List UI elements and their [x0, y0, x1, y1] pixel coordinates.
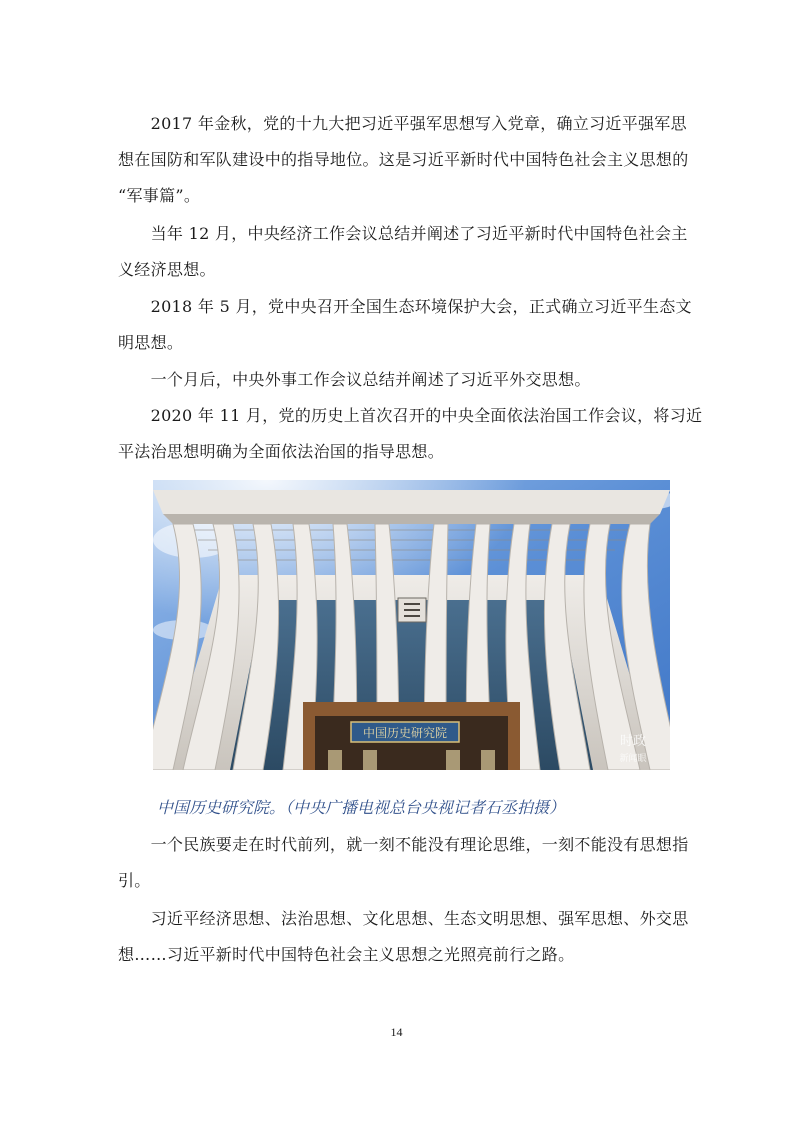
building-sign: 中国历史研究院 — [362, 726, 448, 740]
text-line: 想在国防和军队建设中的指导地位。这是习近平新时代中国特色社会主义思想的 — [118, 150, 689, 169]
text-line: “军事篇”。 — [118, 186, 201, 205]
paragraph-military-thought — [118, 106, 689, 214]
paragraph-rule-of-law-thought — [118, 398, 703, 470]
history-institute-image — [153, 480, 670, 770]
paragraph-economic-thought — [118, 216, 688, 288]
paragraph-guiding-light — [118, 901, 689, 973]
text-line: 习近平经济思想、法治思想、文化思想、生态文明思想、强军思想、外交思 — [118, 909, 689, 928]
text-line: 想……习近平新时代中国特色社会主义思想之光照亮前行之路。 — [118, 945, 575, 964]
text-line: 平法治思想明确为全面依法治国的指导思想。 — [118, 442, 445, 461]
text-line: 明思想。 — [118, 333, 184, 352]
text-line: 2017 年金秋，党的十九大把习近平强军思想写入党章，确立习近平强军思 — [118, 114, 687, 133]
paragraph-ecological-thought — [118, 289, 692, 361]
paragraph-diplomacy-thought — [118, 362, 674, 398]
text-line: 引。 — [118, 871, 151, 890]
text-line: 一个民族要走在时代前列，就一刻不能没有理论思维，一刻不能没有思想指 — [118, 835, 689, 854]
photo-caption: 中国历史研究院。（中央广播电视总台央视记者石丞拍摄） — [157, 798, 566, 817]
watermark-top: 时政 — [619, 734, 647, 749]
text-line: 2020 年 11 月，党的历史上首次召开的中央全面依法治国工作会议，将习近 — [118, 406, 703, 425]
text-line: 一个月后，中央外事工作会议总结并阐述了习近平外交思想。 — [118, 370, 591, 389]
paragraph-theoretical-thinking — [118, 827, 689, 899]
text-line: 当年 12 月，中央经济工作会议总结并阐述了习近平新时代中国特色社会主 — [118, 224, 688, 243]
text-line: 义经济思想。 — [118, 260, 216, 279]
watermark-bottom: 新闻眼 — [619, 754, 647, 764]
building-photo — [153, 480, 670, 770]
text-line: 2018 年 5 月，党中央召开全国生态环境保护大会，正式确立习近平生态文 — [118, 297, 692, 316]
page-number: 14 — [390, 1025, 403, 1039]
